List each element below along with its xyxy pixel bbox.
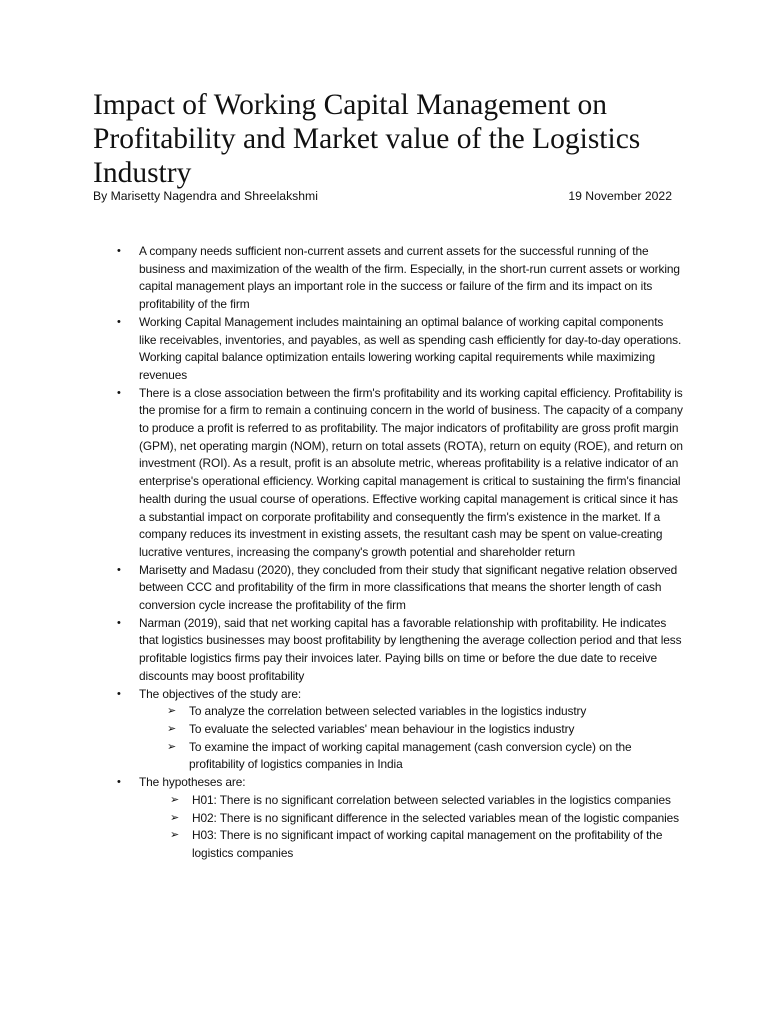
bullet-icon: •: [117, 616, 121, 629]
byline: [93, 188, 672, 205]
arrow-icon: ➢: [170, 829, 180, 842]
list-item-text: Working Capital Management includes maintaining an optimal balance of working capital components like receivables, inventories, and payables, as well as spending cash efficiently for day-to-day operations. Working capital balance optimization entails lowering working capital requirements while maximizing revenues: [139, 314, 682, 382]
hypotheses-item: [93, 774, 683, 863]
list-item: [93, 385, 683, 562]
arrow-icon: ➢: [170, 793, 180, 806]
authors: By Marisetty Nagendra and Shreelakshmi: [93, 189, 318, 203]
hypotheses-list: [139, 792, 683, 863]
hypothesis-item: [139, 810, 683, 828]
bullet-icon: •: [117, 386, 121, 399]
bullet-icon: •: [117, 563, 121, 576]
bullet-icon: •: [117, 315, 121, 328]
arrow-icon: ➢: [167, 722, 177, 735]
objectives-item: [93, 686, 683, 775]
arrow-icon: ➢: [167, 740, 177, 753]
objective-item: [139, 721, 683, 739]
hypothesis-item: [139, 827, 683, 862]
objectives-heading: The objectives of the study are:: [139, 686, 302, 701]
arrow-icon: ➢: [170, 811, 180, 824]
objectives-list: [139, 703, 683, 774]
objective-text: To examine the impact of working capital management (cash conversion cycle) on the profitability of logistics companies in India: [189, 739, 632, 772]
bullet-icon: •: [117, 245, 121, 257]
bullet-icon: •: [117, 687, 121, 700]
hypothesis-text: H02: There is no significant difference in the selected variables mean of the logistic companies: [192, 810, 680, 825]
date: 19 November 2022: [568, 189, 672, 203]
bullet-list: [93, 243, 683, 863]
hypothesis-item: [139, 792, 683, 810]
objective-text: To evaluate the selected variables' mean behaviour in the logistics industry: [189, 721, 575, 736]
list-item: [93, 615, 683, 686]
bullet-icon: •: [117, 776, 121, 789]
hypothesis-text: H01: There is no significant correlation between selected variables in the logistics companies: [192, 792, 671, 807]
list-item-text: A company needs sufficient non-current assets and current assets for the successful running of the business and maximization of the wealth of the firm. Especially, in the short-run current assets or working capital management plays an important role in the success or failure of the firm and its impact on its profitability of the firm: [139, 244, 680, 312]
objective-text: To analyze the correlation between selected variables in the logistics industry: [189, 704, 587, 719]
objective-item: [139, 739, 683, 774]
list-item: [93, 562, 683, 615]
arrow-icon: ➢: [167, 705, 177, 718]
list-item: [93, 314, 683, 385]
list-item-text: There is a close association between the firm's profitability and its working capital efficiency. Profitability is the promise for a firm to remain a continuing concern in the world of business. The capacity of a company to produce a profit is referred to as profitability. The major indicators of profitability are gross profit margin (GPM), net operating margin (NOM), return on total assets (ROTA), return on equity (ROE), and return on investment (ROI). As a result, profit is an absolute metric, whereas profitability is a relative indicator of an enterprise's operational efficiency. Working capital management is critical to sustaining the firm's financial health during the usual course of operations. Effective working capital management is critical since it has a substantial impact on corporate profitability and consequently the firm's existence in the market. If a company reduces its investment in existing assets, the resultant cash may be spent on value-creating lucrative ventures, increasing the company's growth potential and shareholder return: [139, 385, 683, 559]
hypotheses-heading: The hypotheses are:: [139, 775, 246, 790]
hypothesis-text: H03: There is no significant impact of working capital management on the profitability of the logistics companies: [192, 828, 663, 860]
list-item-text: Marisetty and Madasu (2020), they concluded from their study that significant negative relation observed between CCC and profitability of the firm in more classifications that means the shorter length of cash conversion cycle increase the profitability of the firm: [139, 562, 678, 613]
list-item-text: Narman (2019), said that net working capital has a favorable relationship with profitability. He indicates that logistics businesses may boost profitability by lengthening the average collection period and that less profitable logistics firms pay their invoices later. Paying bills on time or before the due date to receive discounts may boost profitability: [139, 615, 682, 683]
document-body: [93, 243, 683, 863]
objective-item: [139, 703, 683, 721]
document-title: Impact of Working Capital Management on Profitability and Market value of the Logistics Industry: [93, 89, 641, 189]
list-item: [93, 243, 683, 314]
